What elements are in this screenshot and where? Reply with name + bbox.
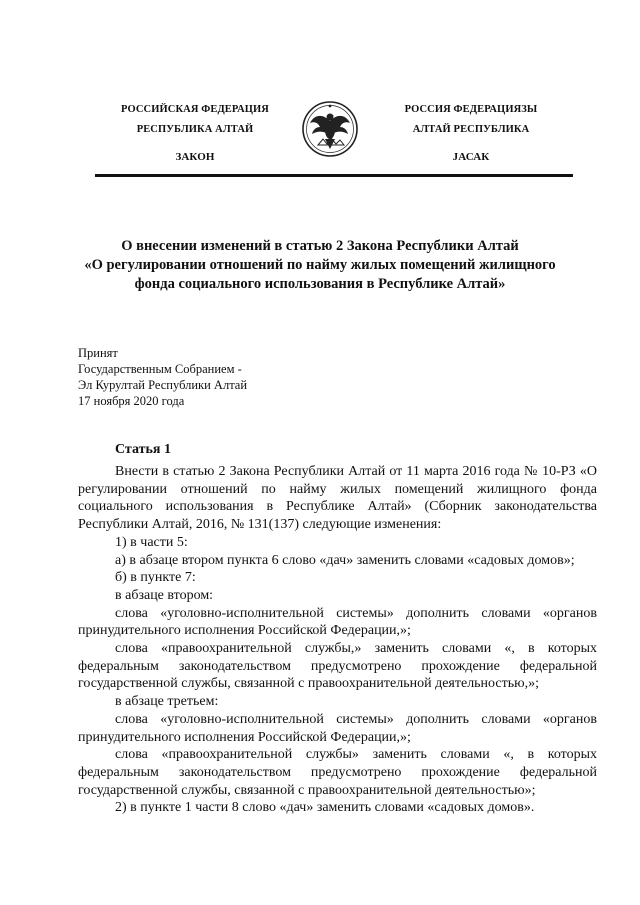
- adoption-line: Эл Курултай Республики Алтай: [78, 378, 248, 392]
- article-paragraph: в абзаце третьем:: [115, 694, 219, 710]
- article-paragraph: 1) в части 5:: [115, 534, 188, 550]
- adoption-line: Государственным Собранием -: [78, 362, 242, 376]
- article-paragraph: Внести в статью 2 Закона Республики Алтай от 11 марта 2016 года № 10-РЗ «О регулировании отношений по найму жилых помещений жилищного фонда социального использования в Республике Алтай» (Сборник законодательства Республики Алтай, 2016, № 131(137) следующие изменения:: [78, 464, 597, 533]
- article-paragraph: 2) в пункте 1 части 8 слово «дач» заменить словами «садовых домов».: [115, 800, 535, 816]
- article-paragraph: слова «правоохранительной службы» заменить словами «, в которых федеральным законодательством предусмотрено прохождение федеральной государственной службы, связанной с правоохранительной деятельностью»;: [78, 747, 597, 798]
- law-title-line: «О регулировании отношений по найму жилых помещений жилищного: [84, 257, 556, 273]
- header-alt-country: РОССИЯ ФЕДЕРАЦИЯЗЫ: [404, 104, 538, 115]
- adoption-line: Принят: [78, 346, 118, 360]
- article-paragraph: а) в абзаце втором пункта 6 слово «дач» заменить словами «садовых домов»;: [115, 552, 575, 568]
- article-body: [78, 463, 597, 817]
- article-paragraph: слова «уголовно-исполнительной системы» дополнить словами «органов принудительного исполнения Российской Федерации,»;: [78, 711, 597, 745]
- header-ru-doctype: ЗАКОН: [175, 151, 215, 163]
- law-title-line: О внесении изменений в статью 2 Закона Республики Алтай: [121, 238, 519, 254]
- article-heading: Статья 1: [115, 442, 171, 457]
- header-ru-country: РОССИЙСКАЯ ФЕДЕРАЦИЯ: [121, 104, 269, 115]
- article-paragraph: слова «правоохранительной службы,» заменить словами «, в которых федеральным законодательством предусмотрено прохождение федеральной государственной службы, связанной с правоохранительной деятельностью,»;: [78, 641, 597, 692]
- article-paragraph: б) в пункте 7:: [115, 570, 196, 586]
- law-title: [40, 237, 600, 294]
- coat-of-arms-icon: [300, 97, 360, 161]
- adoption-block: [78, 345, 247, 409]
- adoption-date: 17 ноября 2020 года: [78, 394, 185, 408]
- header-divider: [95, 174, 573, 177]
- article-paragraph: в абзаце втором:: [115, 587, 214, 603]
- header-alt-republic: АЛТАЙ РЕСПУБЛИКА: [412, 124, 530, 135]
- header-alt-doctype: JАСАК: [452, 151, 490, 163]
- law-title-line: фонда социального использования в Республике Алтай»: [134, 276, 506, 292]
- header-ru-republic: РЕСПУБЛИКА АЛТАЙ: [136, 124, 254, 135]
- article-paragraph: слова «уголовно-исполнительной системы» дополнить словами «органов принудительного исполнения Российской Федерации,»;: [78, 605, 597, 639]
